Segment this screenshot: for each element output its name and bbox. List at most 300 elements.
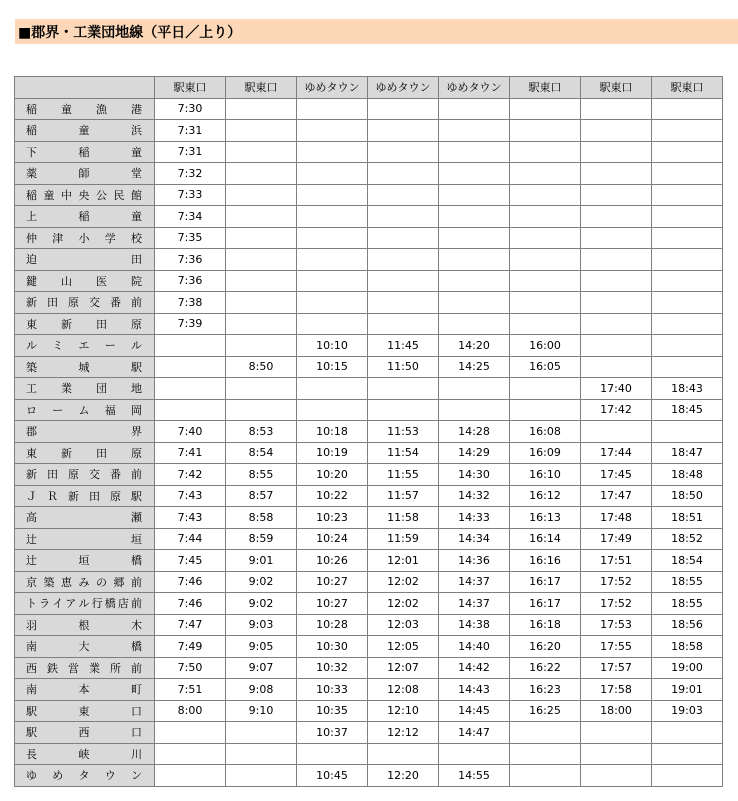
departure-time: 12:10 bbox=[368, 700, 439, 722]
stop-name: 南 本 町 bbox=[15, 679, 155, 701]
departure-time: 12:05 bbox=[368, 636, 439, 658]
table-row bbox=[15, 313, 723, 335]
departure-time bbox=[297, 141, 368, 163]
departure-time bbox=[581, 163, 652, 185]
departure-time bbox=[510, 378, 581, 400]
departure-time: 7:45 bbox=[155, 550, 226, 572]
departure-time bbox=[581, 313, 652, 335]
table-row bbox=[15, 507, 723, 529]
stop-name: 薬 師 堂 bbox=[15, 163, 155, 185]
stop-name: 郡 界 bbox=[15, 421, 155, 443]
table-row bbox=[15, 120, 723, 142]
table-row bbox=[15, 571, 723, 593]
stop-name: ト ラ イ ア ル 行 橋 店 前 bbox=[15, 593, 155, 615]
column-header: 駅東口 bbox=[652, 77, 723, 99]
departure-time: 9:02 bbox=[226, 593, 297, 615]
stop-name: 東 新 田 原 bbox=[15, 442, 155, 464]
departure-time: 14:32 bbox=[439, 485, 510, 507]
departure-time: 7:51 bbox=[155, 679, 226, 701]
departure-time: 8:54 bbox=[226, 442, 297, 464]
departure-time: 10:30 bbox=[297, 636, 368, 658]
departure-time: 7:31 bbox=[155, 141, 226, 163]
departure-time bbox=[652, 722, 723, 744]
departure-time bbox=[652, 292, 723, 314]
departure-time: 8:55 bbox=[226, 464, 297, 486]
timetable-body bbox=[15, 98, 723, 786]
departure-time: 16:17 bbox=[510, 571, 581, 593]
departure-time: 18:54 bbox=[652, 550, 723, 572]
stop-name: 稲 童 中 央 公 民 館 bbox=[15, 184, 155, 206]
departure-time bbox=[155, 722, 226, 744]
departure-time: 12:03 bbox=[368, 614, 439, 636]
departure-time bbox=[439, 206, 510, 228]
table-row bbox=[15, 700, 723, 722]
departure-time: 7:49 bbox=[155, 636, 226, 658]
departure-time: 11:55 bbox=[368, 464, 439, 486]
stop-name: 駅 東 口 bbox=[15, 700, 155, 722]
timetable bbox=[14, 76, 723, 787]
departure-time bbox=[439, 184, 510, 206]
departure-time: 14:33 bbox=[439, 507, 510, 529]
departure-time: 12:08 bbox=[368, 679, 439, 701]
stop-name: 高 瀬 bbox=[15, 507, 155, 529]
table-row bbox=[15, 163, 723, 185]
departure-time: 18:52 bbox=[652, 528, 723, 550]
departure-time bbox=[581, 98, 652, 120]
departure-time: 7:43 bbox=[155, 485, 226, 507]
departure-time: 10:27 bbox=[297, 571, 368, 593]
departure-time: 18:47 bbox=[652, 442, 723, 464]
departure-time bbox=[226, 141, 297, 163]
departure-time bbox=[439, 313, 510, 335]
departure-time: 11:54 bbox=[368, 442, 439, 464]
departure-time: 7:42 bbox=[155, 464, 226, 486]
departure-time bbox=[652, 421, 723, 443]
departure-time bbox=[226, 184, 297, 206]
departure-time bbox=[368, 743, 439, 765]
departure-time bbox=[226, 249, 297, 271]
departure-time: 17:49 bbox=[581, 528, 652, 550]
departure-time: 17:42 bbox=[581, 399, 652, 421]
table-row bbox=[15, 550, 723, 572]
departure-time bbox=[155, 743, 226, 765]
table-row bbox=[15, 528, 723, 550]
departure-time: 17:58 bbox=[581, 679, 652, 701]
stop-name: ル ミ エ ー ル bbox=[15, 335, 155, 357]
departure-time bbox=[155, 765, 226, 787]
stop-name: 稲 童 浜 bbox=[15, 120, 155, 142]
departure-time: 16:05 bbox=[510, 356, 581, 378]
departure-time: 7:39 bbox=[155, 313, 226, 335]
departure-time: 17:55 bbox=[581, 636, 652, 658]
departure-time bbox=[652, 765, 723, 787]
departure-time bbox=[652, 141, 723, 163]
table-row bbox=[15, 614, 723, 636]
departure-time: 14:28 bbox=[439, 421, 510, 443]
departure-time: 11:59 bbox=[368, 528, 439, 550]
stop-name: 辻 垣 橋 bbox=[15, 550, 155, 572]
departure-time: 7:44 bbox=[155, 528, 226, 550]
departure-time bbox=[510, 399, 581, 421]
departure-time: 18:51 bbox=[652, 507, 723, 529]
departure-time: 16:09 bbox=[510, 442, 581, 464]
table-row bbox=[15, 249, 723, 271]
departure-time bbox=[297, 249, 368, 271]
departure-time: 16:18 bbox=[510, 614, 581, 636]
stop-name: 京 築 恵 み の 郷 前 bbox=[15, 571, 155, 593]
departure-time bbox=[226, 120, 297, 142]
departure-time bbox=[581, 270, 652, 292]
table-row bbox=[15, 743, 723, 765]
departure-time bbox=[297, 227, 368, 249]
table-row bbox=[15, 292, 723, 314]
departure-time: 18:56 bbox=[652, 614, 723, 636]
departure-time bbox=[652, 98, 723, 120]
column-header: ゆめタウン bbox=[297, 77, 368, 99]
departure-time: 7:50 bbox=[155, 657, 226, 679]
departure-time: 19:00 bbox=[652, 657, 723, 679]
departure-time: 9:08 bbox=[226, 679, 297, 701]
departure-time bbox=[510, 270, 581, 292]
departure-time: 7:40 bbox=[155, 421, 226, 443]
departure-time bbox=[510, 765, 581, 787]
departure-time: 14:20 bbox=[439, 335, 510, 357]
departure-time bbox=[368, 120, 439, 142]
departure-time: 7:30 bbox=[155, 98, 226, 120]
stop-name: 稲 童 漁 港 bbox=[15, 98, 155, 120]
table-row bbox=[15, 657, 723, 679]
table-row bbox=[15, 421, 723, 443]
departure-time: 14:55 bbox=[439, 765, 510, 787]
departure-time bbox=[510, 184, 581, 206]
departure-time bbox=[226, 227, 297, 249]
departure-time: 16:10 bbox=[510, 464, 581, 486]
departure-time bbox=[652, 184, 723, 206]
table-row bbox=[15, 141, 723, 163]
departure-time: 10:19 bbox=[297, 442, 368, 464]
departure-time: 9:10 bbox=[226, 700, 297, 722]
departure-time bbox=[510, 722, 581, 744]
departure-time bbox=[226, 206, 297, 228]
departure-time bbox=[155, 378, 226, 400]
departure-time: 7:46 bbox=[155, 593, 226, 615]
departure-time bbox=[368, 227, 439, 249]
table-row bbox=[15, 593, 723, 615]
departure-time: 19:01 bbox=[652, 679, 723, 701]
departure-time: 17:45 bbox=[581, 464, 652, 486]
departure-time bbox=[439, 378, 510, 400]
table-row bbox=[15, 464, 723, 486]
stop-name: 西 鉄 営 業 所 前 bbox=[15, 657, 155, 679]
departure-time: 14:29 bbox=[439, 442, 510, 464]
departure-time bbox=[297, 163, 368, 185]
departure-time bbox=[581, 356, 652, 378]
stop-name: 南 大 橋 bbox=[15, 636, 155, 658]
departure-time: 12:01 bbox=[368, 550, 439, 572]
departure-time bbox=[652, 743, 723, 765]
departure-time: 7:33 bbox=[155, 184, 226, 206]
table-row bbox=[15, 485, 723, 507]
departure-time bbox=[439, 227, 510, 249]
departure-time bbox=[439, 249, 510, 271]
departure-time: 7:36 bbox=[155, 249, 226, 271]
departure-time: 8:00 bbox=[155, 700, 226, 722]
departure-time bbox=[368, 98, 439, 120]
departure-time: 14:43 bbox=[439, 679, 510, 701]
departure-time bbox=[581, 249, 652, 271]
departure-time bbox=[226, 765, 297, 787]
stop-name: 築 城 駅 bbox=[15, 356, 155, 378]
departure-time bbox=[155, 356, 226, 378]
departure-time bbox=[439, 163, 510, 185]
column-header: 駅東口 bbox=[581, 77, 652, 99]
column-header: 駅東口 bbox=[155, 77, 226, 99]
departure-time bbox=[226, 270, 297, 292]
departure-time: 16:14 bbox=[510, 528, 581, 550]
table-row bbox=[15, 227, 723, 249]
departure-time bbox=[368, 313, 439, 335]
table-row bbox=[15, 356, 723, 378]
departure-time bbox=[155, 399, 226, 421]
departure-time bbox=[368, 378, 439, 400]
stop-name: 駅 西 口 bbox=[15, 722, 155, 744]
departure-time: 16:17 bbox=[510, 593, 581, 615]
departure-time bbox=[510, 227, 581, 249]
table-row bbox=[15, 765, 723, 787]
departure-time bbox=[581, 743, 652, 765]
stop-name: ゆ め タ ウ ン bbox=[15, 765, 155, 787]
departure-time: 17:48 bbox=[581, 507, 652, 529]
departure-time: 7:34 bbox=[155, 206, 226, 228]
departure-time: 18:48 bbox=[652, 464, 723, 486]
departure-time: 17:47 bbox=[581, 485, 652, 507]
departure-time bbox=[581, 722, 652, 744]
departure-time: 9:03 bbox=[226, 614, 297, 636]
departure-time bbox=[368, 292, 439, 314]
departure-time: 10:27 bbox=[297, 593, 368, 615]
departure-time: 10:37 bbox=[297, 722, 368, 744]
departure-time bbox=[368, 184, 439, 206]
departure-time: 7:46 bbox=[155, 571, 226, 593]
departure-time: 17:52 bbox=[581, 571, 652, 593]
departure-time: 10:26 bbox=[297, 550, 368, 572]
departure-time bbox=[652, 270, 723, 292]
departure-time bbox=[297, 120, 368, 142]
departure-time: 7:36 bbox=[155, 270, 226, 292]
departure-time bbox=[652, 206, 723, 228]
departure-time: 11:58 bbox=[368, 507, 439, 529]
departure-time bbox=[652, 335, 723, 357]
departure-time bbox=[439, 292, 510, 314]
departure-time: 18:43 bbox=[652, 378, 723, 400]
departure-time: 17:57 bbox=[581, 657, 652, 679]
departure-time bbox=[510, 743, 581, 765]
departure-time bbox=[581, 335, 652, 357]
departure-time bbox=[226, 292, 297, 314]
departure-time bbox=[652, 120, 723, 142]
departure-time: 17:51 bbox=[581, 550, 652, 572]
departure-time bbox=[226, 335, 297, 357]
departure-time bbox=[297, 378, 368, 400]
departure-time bbox=[510, 98, 581, 120]
departure-time: 14:42 bbox=[439, 657, 510, 679]
departure-time bbox=[226, 313, 297, 335]
departure-time: 8:59 bbox=[226, 528, 297, 550]
column-header: ゆめタウン bbox=[368, 77, 439, 99]
stop-name: 仲 津 小 学 校 bbox=[15, 227, 155, 249]
departure-time: 10:20 bbox=[297, 464, 368, 486]
departure-time: 16:08 bbox=[510, 421, 581, 443]
departure-time: 11:53 bbox=[368, 421, 439, 443]
departure-time: 12:07 bbox=[368, 657, 439, 679]
departure-time: 7:43 bbox=[155, 507, 226, 529]
departure-time: 10:15 bbox=[297, 356, 368, 378]
stop-name: 東 新 田 原 bbox=[15, 313, 155, 335]
departure-time: 10:24 bbox=[297, 528, 368, 550]
departure-time: 7:32 bbox=[155, 163, 226, 185]
table-row bbox=[15, 679, 723, 701]
departure-time bbox=[439, 98, 510, 120]
departure-time: 11:57 bbox=[368, 485, 439, 507]
departure-time bbox=[368, 163, 439, 185]
departure-time bbox=[439, 120, 510, 142]
stop-name: 長 峡 川 bbox=[15, 743, 155, 765]
stop-column-header bbox=[15, 77, 155, 99]
departure-time: 10:10 bbox=[297, 335, 368, 357]
departure-time: 19:03 bbox=[652, 700, 723, 722]
departure-time bbox=[226, 743, 297, 765]
departure-time bbox=[226, 722, 297, 744]
table-row bbox=[15, 722, 723, 744]
departure-time: 9:02 bbox=[226, 571, 297, 593]
departure-time bbox=[652, 313, 723, 335]
header-row bbox=[15, 77, 723, 99]
departure-time: 17:44 bbox=[581, 442, 652, 464]
stop-name: 迫 田 bbox=[15, 249, 155, 271]
departure-time: 8:58 bbox=[226, 507, 297, 529]
departure-time bbox=[226, 163, 297, 185]
departure-time bbox=[581, 421, 652, 443]
column-header: ゆめタウン bbox=[439, 77, 510, 99]
departure-time: 16:23 bbox=[510, 679, 581, 701]
stop-name: 羽 根 木 bbox=[15, 614, 155, 636]
stop-name: ロ ー ム 福 岡 bbox=[15, 399, 155, 421]
departure-time bbox=[155, 335, 226, 357]
departure-time: 14:47 bbox=[439, 722, 510, 744]
departure-time: 16:00 bbox=[510, 335, 581, 357]
departure-time bbox=[581, 141, 652, 163]
departure-time: 14:37 bbox=[439, 571, 510, 593]
departure-time: 18:55 bbox=[652, 571, 723, 593]
departure-time: 16:22 bbox=[510, 657, 581, 679]
stop-name: 辻 垣 bbox=[15, 528, 155, 550]
departure-time bbox=[510, 206, 581, 228]
departure-time bbox=[652, 249, 723, 271]
departure-time bbox=[297, 313, 368, 335]
departure-time bbox=[439, 270, 510, 292]
departure-time bbox=[510, 163, 581, 185]
departure-time bbox=[368, 206, 439, 228]
departure-time: 16:13 bbox=[510, 507, 581, 529]
departure-time bbox=[368, 141, 439, 163]
departure-time bbox=[297, 743, 368, 765]
departure-time bbox=[439, 141, 510, 163]
departure-time: 14:37 bbox=[439, 593, 510, 615]
table-row bbox=[15, 270, 723, 292]
departure-time: 8:53 bbox=[226, 421, 297, 443]
departure-time bbox=[297, 270, 368, 292]
departure-time bbox=[510, 292, 581, 314]
departure-time: 7:35 bbox=[155, 227, 226, 249]
departure-time: 10:45 bbox=[297, 765, 368, 787]
departure-time: 10:23 bbox=[297, 507, 368, 529]
page-title: ■郡界・工業団地線（平日／上り） bbox=[18, 25, 242, 41]
departure-time bbox=[368, 249, 439, 271]
stop-name: Ｊ Ｒ 新 田 原 駅 bbox=[15, 485, 155, 507]
column-header: 駅東口 bbox=[226, 77, 297, 99]
departure-time bbox=[439, 399, 510, 421]
departure-time: 12:02 bbox=[368, 571, 439, 593]
table-row bbox=[15, 184, 723, 206]
departure-time: 10:22 bbox=[297, 485, 368, 507]
departure-time: 10:28 bbox=[297, 614, 368, 636]
departure-time bbox=[226, 399, 297, 421]
departure-time bbox=[510, 120, 581, 142]
departure-time bbox=[581, 292, 652, 314]
departure-time bbox=[581, 120, 652, 142]
departure-time bbox=[652, 163, 723, 185]
departure-time: 18:45 bbox=[652, 399, 723, 421]
departure-time bbox=[226, 378, 297, 400]
departure-time: 9:05 bbox=[226, 636, 297, 658]
table-row bbox=[15, 206, 723, 228]
departure-time: 14:38 bbox=[439, 614, 510, 636]
departure-time bbox=[581, 206, 652, 228]
departure-time bbox=[297, 184, 368, 206]
departure-time bbox=[297, 98, 368, 120]
departure-time: 7:38 bbox=[155, 292, 226, 314]
stop-name: 工 業 団 地 bbox=[15, 378, 155, 400]
departure-time: 18:50 bbox=[652, 485, 723, 507]
departure-time: 10:33 bbox=[297, 679, 368, 701]
departure-time: 8:57 bbox=[226, 485, 297, 507]
column-header: 駅東口 bbox=[510, 77, 581, 99]
departure-time bbox=[297, 399, 368, 421]
departure-time: 7:47 bbox=[155, 614, 226, 636]
departure-time: 12:20 bbox=[368, 765, 439, 787]
departure-time bbox=[297, 292, 368, 314]
departure-time: 9:01 bbox=[226, 550, 297, 572]
departure-time bbox=[581, 227, 652, 249]
departure-time: 16:16 bbox=[510, 550, 581, 572]
departure-time: 9:07 bbox=[226, 657, 297, 679]
departure-time: 14:36 bbox=[439, 550, 510, 572]
departure-time: 10:35 bbox=[297, 700, 368, 722]
departure-time: 17:40 bbox=[581, 378, 652, 400]
departure-time: 14:25 bbox=[439, 356, 510, 378]
departure-time: 14:40 bbox=[439, 636, 510, 658]
departure-time: 11:45 bbox=[368, 335, 439, 357]
departure-time: 14:30 bbox=[439, 464, 510, 486]
table-row bbox=[15, 335, 723, 357]
departure-time: 10:32 bbox=[297, 657, 368, 679]
departure-time: 11:50 bbox=[368, 356, 439, 378]
table-row bbox=[15, 378, 723, 400]
stop-name: 新 田 原 交 番 前 bbox=[15, 464, 155, 486]
departure-time bbox=[439, 743, 510, 765]
departure-time bbox=[368, 399, 439, 421]
departure-time bbox=[581, 765, 652, 787]
